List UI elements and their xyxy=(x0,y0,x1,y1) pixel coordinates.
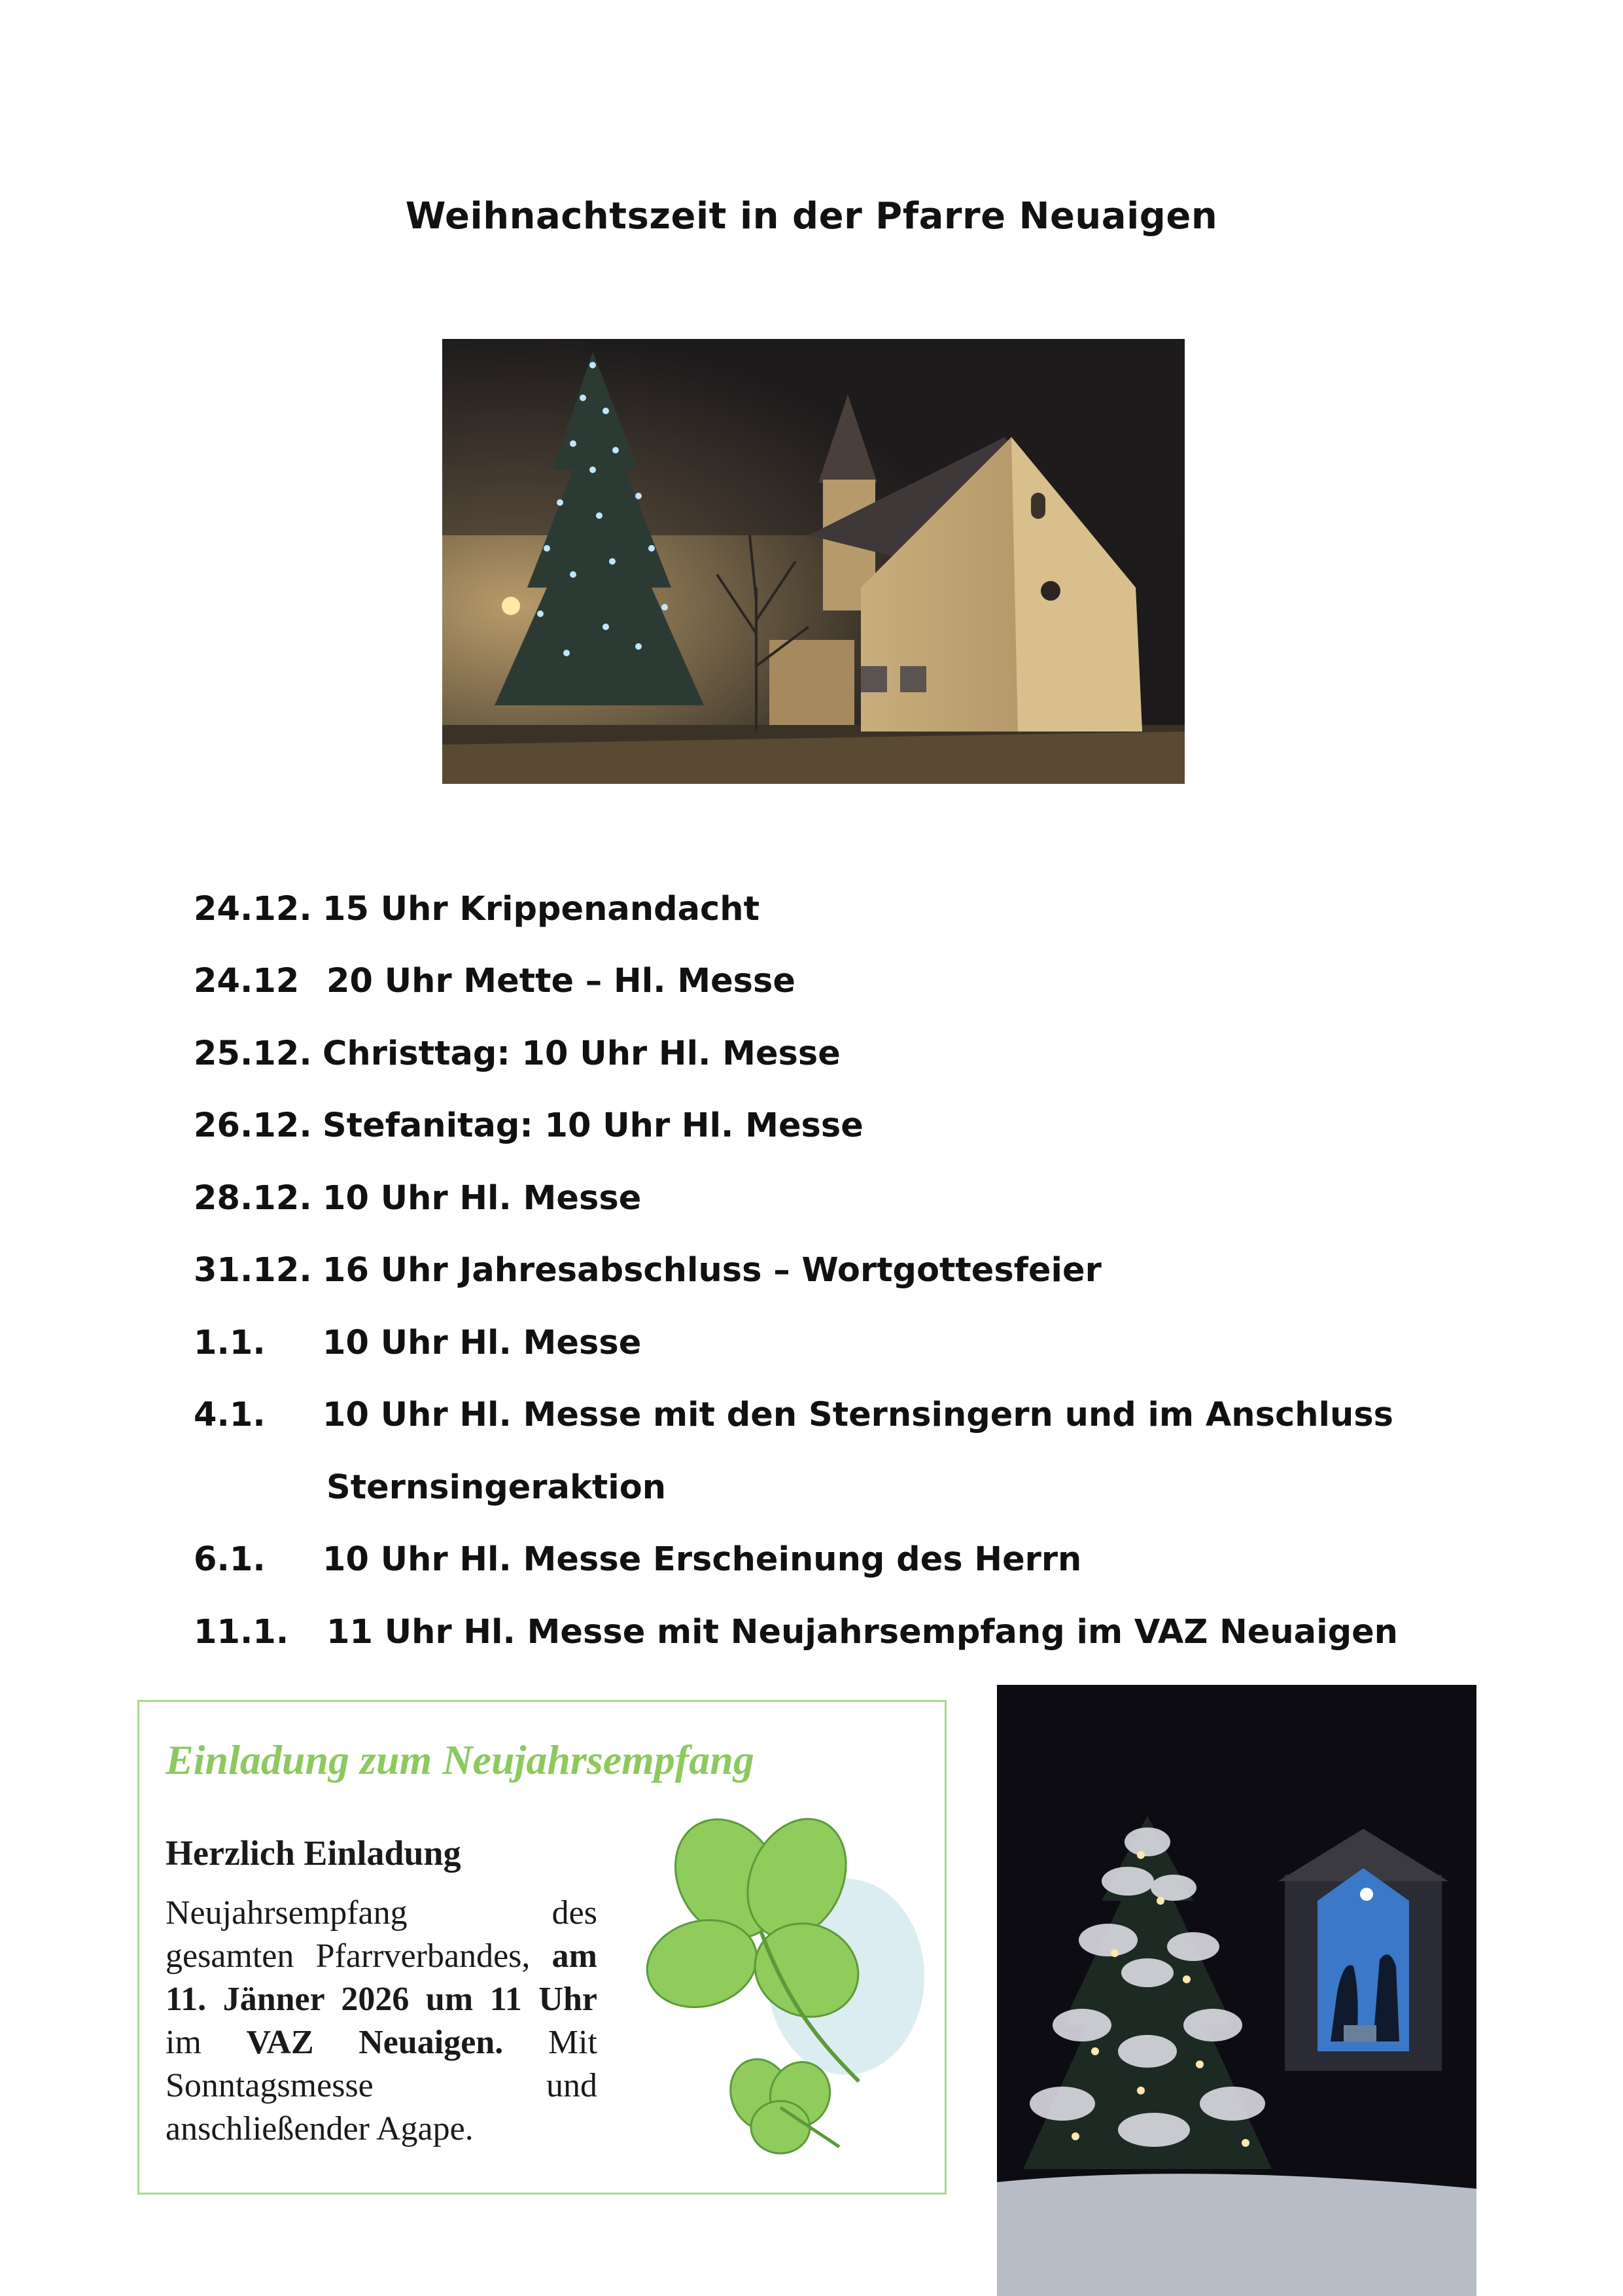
invitation-title: Einladung zum Neujahrsempfang xyxy=(166,1737,754,1783)
schedule-text: 11 Uhr Hl. Messe mit Neujahrsempfang im VAZ Neuaigen xyxy=(326,1613,1398,1651)
schedule-text: 10 Uhr Hl. Messe mit den Sternsingern und im Anschluss xyxy=(323,1396,1394,1434)
schedule-date: 25.12. xyxy=(194,1034,312,1073)
invitation-text: Mit Sonntagsmesse und anschließender Agape. xyxy=(166,2024,597,2147)
schedule-date: 31.12. xyxy=(194,1251,312,1290)
schedule-date: 24.12. xyxy=(194,890,312,928)
invitation-body xyxy=(166,1892,597,2151)
schedule-text: Stefanitag: 10 Uhr Hl. Messe xyxy=(323,1106,864,1145)
schedule-date: 28.12. xyxy=(194,1179,312,1218)
schedule-date: 4.1. xyxy=(194,1396,266,1434)
schedule-text: 10 Uhr Hl. Messe xyxy=(323,1179,642,1218)
schedule-text: 10 Uhr Hl. Messe Erscheinung des Herrn xyxy=(323,1540,1082,1579)
schedule-date: 26.12. xyxy=(194,1106,312,1145)
schedule-date: 1.1. xyxy=(194,1324,266,1362)
schedule-text: 15 Uhr Krippenandacht xyxy=(323,890,759,928)
church-night-photo xyxy=(442,339,1185,784)
schedule-date: 24.12 xyxy=(194,962,300,1000)
invitation-place: VAZ Neuaigen. xyxy=(246,2024,504,2061)
schedule-text: Christtag: 10 Uhr Hl. Messe xyxy=(323,1034,841,1073)
invitation-date: am 11. Jänner 2026 um 11 Uhr xyxy=(166,1937,597,2018)
schedule-text: Sternsingeraktion xyxy=(326,1468,667,1507)
schedule-text: 20 Uhr Mette – Hl. Messe xyxy=(326,962,795,1000)
invitation-text: im xyxy=(166,2024,247,2061)
schedule-date: 6.1. xyxy=(194,1540,266,1579)
schedule-text: 10 Uhr Hl. Messe xyxy=(323,1324,642,1362)
schedule-text: 16 Uhr Jahresabschluss – Wortgottesfeier xyxy=(323,1251,1102,1290)
invitation-text: Neujahrsempfang des gesamten Pfarrverbandes, xyxy=(166,1894,597,1975)
schedule-date: 11.1. xyxy=(194,1613,289,1651)
lit-christmas-tree-nativity-photo xyxy=(997,1685,1476,2296)
invitation-subtitle: Herzlich Einladung xyxy=(166,1833,461,1873)
clover-illustration xyxy=(637,1807,931,2173)
page-title: Weihnachtszeit in der Pfarre Neuaigen xyxy=(405,195,1218,238)
invitation-box xyxy=(137,1700,947,2195)
